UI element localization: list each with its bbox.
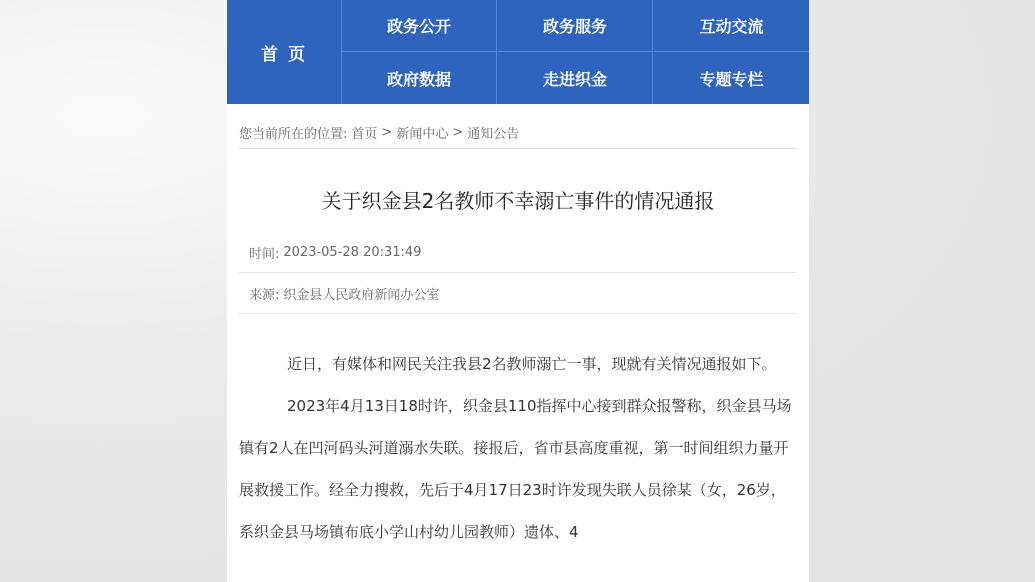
article-paragraph: 近日，有媒体和网民关注我县2名教师溺亡一事，现就有关情况通报如下。 — [287, 355, 777, 373]
nav-item-interaction[interactable]: 互动交流 — [654, 0, 809, 52]
breadcrumb-prefix: 您当前所在的位置: — [239, 126, 348, 142]
article-body — [239, 343, 799, 553]
breadcrumb — [239, 116, 797, 149]
nav-item-government-data[interactable]: 政府数据 — [342, 52, 497, 104]
breadcrumb-link-news[interactable]: 新闻中心 — [396, 126, 449, 142]
breadcrumb-link-notices[interactable]: 通知公告 — [467, 126, 520, 142]
article-time — [239, 233, 797, 273]
breadcrumb-separator: > — [452, 124, 464, 140]
breadcrumb-link-home[interactable]: 首页 — [351, 126, 378, 142]
article-title: 关于织金县2名教师不幸溺亡事件的情况通报 — [321, 189, 715, 213]
time-label: 时间: — [249, 247, 280, 262]
article-paragraph: 2023年4月13日18时许，织金县110指挥中心接到群众报警称，织金县马场镇有2人在凹河码头河道溺水失联。接报后，省市县高度重视，第一时间组织力量开展救援工作。经全力搜救，先后于4月17日23时许发现失联人员徐某（女，26岁，系织金县马场镇布底小学山村幼儿园教师）遗体、4 — [239, 397, 792, 541]
breadcrumb-separator: > — [381, 124, 393, 140]
nav-home[interactable]: 首 页 — [227, 0, 342, 104]
source-value: 织金县人民政府新闻办公室 — [283, 288, 440, 303]
article-source — [239, 274, 797, 314]
nav-item-government-affairs[interactable]: 政务公开 — [342, 0, 497, 52]
nav-item-government-services[interactable]: 政务服务 — [498, 0, 653, 52]
source-label: 来源: — [249, 288, 280, 303]
web-page — [227, 0, 809, 582]
time-value: 2023-05-28 20:31:49 — [283, 245, 422, 260]
nav-item-special-topics[interactable]: 专题专栏 — [699, 69, 764, 89]
main-nav — [227, 0, 809, 104]
nav-item-about-zhijin[interactable]: 走进织金 — [498, 52, 653, 104]
